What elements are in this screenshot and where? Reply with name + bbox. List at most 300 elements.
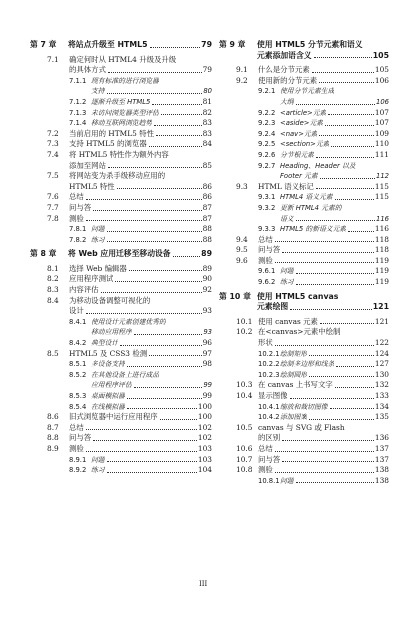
toc-entry: [219, 235, 389, 246]
toc-entry-continuation: [30, 65, 212, 76]
toc-entry-title: HTML5 的新语义元素: [280, 225, 347, 234]
toc-entry: [30, 444, 212, 455]
toc-entry-title: 在其他设备上进行成品: [91, 370, 159, 379]
toc-entry: [219, 359, 389, 370]
toc-entry-title-cont: 形状: [258, 338, 273, 348]
toc-entry-title: <section>元素: [280, 140, 330, 149]
toc-entry: [30, 214, 212, 225]
toc-entry-title-cont: 支持: [91, 87, 105, 96]
toc-entry-title: 当前启用的 HTML5 特性: [69, 128, 154, 138]
toc-entry-title: 确定何时从 HTML4 升级及升级: [69, 54, 177, 64]
toc-entry-number: 8.4.2: [69, 339, 87, 348]
toc-entry-continuation: [219, 338, 389, 349]
toc-entry-title: 更新 HTML4 元素的: [280, 203, 342, 212]
toc-entry-title: HTML 语义标记: [258, 181, 314, 191]
toc-dot-leader: [282, 252, 374, 253]
toc-entry-title-cont: 设计: [69, 306, 84, 316]
toc-entry-title-cont: HTML5 特性: [69, 181, 115, 191]
toc-dot-leader: [312, 72, 374, 73]
toc-dot-leader: [127, 408, 197, 409]
toc-entry: [219, 182, 389, 193]
toc-entry-title: 绘制多边形和线条: [280, 360, 335, 369]
toc-entry-page: 118: [374, 234, 389, 244]
toc-entry-title-cont: 元素绘图: [257, 302, 289, 312]
toc-entry-title: 缩放和裁切图像: [280, 402, 328, 411]
toc-entry-page: 135: [374, 412, 389, 422]
toc-entry-page: 90: [202, 274, 212, 284]
toc-dot-leader: [320, 178, 375, 179]
toc-entry-number: 7.1: [47, 54, 59, 64]
toc-entry-continuation: [30, 86, 212, 97]
toc-entry-continuation: [219, 171, 389, 182]
toc-entry-continuation: [30, 380, 212, 391]
toc-entry: [30, 235, 212, 246]
toc-entry-title-cont: 大纲: [280, 97, 294, 106]
toc-left-column: [30, 40, 212, 476]
toc-dot-leader: [127, 366, 202, 367]
toc-dot-leader: [101, 292, 202, 293]
toc-dot-leader: [93, 440, 197, 441]
toc-dot-leader: [86, 199, 202, 200]
toc-entry-continuation: [30, 327, 212, 338]
toc-entry-page: 79: [202, 65, 212, 75]
toc-dot-leader: [290, 398, 374, 399]
toc-dot-leader: [296, 273, 374, 274]
toc-entry: [219, 150, 389, 161]
toc-entry: [219, 349, 389, 360]
toc-entry-page: 124: [374, 348, 389, 358]
page-number: III: [199, 580, 208, 588]
toc-entry: [30, 97, 212, 108]
toc-entry-number: 9.3: [236, 181, 248, 191]
toc-entry-title: 添加图案: [280, 413, 308, 422]
toc-entry-page: 121: [374, 316, 389, 326]
toc-dot-leader: [154, 125, 201, 126]
toc-entry-number: 第 9 章: [219, 40, 246, 49]
toc-entry-title: 典型设计: [91, 339, 119, 348]
toc-entry: [30, 224, 212, 235]
toc-dot-leader: [152, 104, 201, 105]
toc-entry-page: 87: [202, 213, 212, 223]
toc-entry: [30, 55, 212, 66]
toc-dot-leader: [320, 323, 374, 324]
toc-entry-number: 9.5: [236, 245, 248, 255]
toc-entry: [219, 277, 389, 288]
toc-entry-number: 9.2.7: [258, 161, 276, 170]
toc-entry-title: 测验: [258, 255, 273, 265]
toc-entry-number: 10.4.2: [258, 413, 280, 422]
toc-entry-title-cont: 元素添加语含义: [257, 50, 312, 60]
toc-entry-continuation: [219, 214, 389, 225]
toc-entry-page: 107: [374, 107, 389, 117]
toc-entry-page: 89: [201, 249, 212, 259]
toc-entry-number: 9.1: [236, 65, 248, 75]
toc-dot-leader: [107, 93, 203, 94]
toc-entry: [219, 203, 389, 214]
toc-entry: [30, 296, 212, 307]
toc-dot-leader: [120, 345, 201, 346]
toc-entry-title: 总结: [69, 422, 84, 432]
toc-dot-leader: [86, 220, 202, 221]
toc-entry-number: 7.6: [47, 192, 59, 202]
toc-dot-leader: [328, 114, 374, 115]
toc-entry-page: 106: [374, 75, 389, 85]
toc-dot-leader: [134, 334, 203, 335]
toc-entry: [219, 65, 389, 76]
toc-dot-leader: [275, 451, 374, 452]
toc-entry-page: 102: [197, 422, 212, 432]
toc-entry-number: 8.6: [47, 412, 59, 422]
toc-entry-number: 8.1: [47, 263, 59, 273]
toc-entry-title: HTML4 语义元素: [280, 193, 333, 202]
toc-entry: [30, 150, 212, 161]
toc-entry-page: 115: [374, 181, 389, 191]
toc-entry: [219, 476, 389, 487]
toc-entry-title: 未访问浏览器类型评估: [91, 108, 159, 117]
toc-dot-leader: [282, 461, 374, 462]
toc-entry: [219, 423, 389, 434]
toc-entry-title-cont: 语义: [280, 214, 294, 223]
toc-entry-number: 10.7: [236, 454, 253, 464]
toc-entry-number: 9.2: [236, 75, 248, 85]
toc-entry-number: 8.7: [47, 422, 59, 432]
toc-entry: [219, 317, 389, 328]
toc-entry-page: 110: [374, 139, 389, 149]
toc-entry-continuation: [219, 433, 389, 444]
toc-entry-title: canvas 与 SVG 或 Flash: [258, 422, 345, 432]
toc-entry-number: 8.3: [47, 285, 59, 295]
toc-entry-page: 122: [374, 338, 389, 348]
toc-dot-leader: [316, 188, 374, 189]
toc-dot-leader: [156, 135, 202, 136]
toc-entry: [219, 192, 389, 203]
toc-entry-title-cont: Footer 元素: [280, 172, 318, 181]
toc-dot-leader: [93, 210, 201, 211]
toc-chapter-entry: [30, 249, 212, 260]
toc-entry-page: 136: [374, 433, 389, 443]
toc-entry-page: 85: [202, 160, 212, 170]
toc-entry: [30, 264, 212, 275]
toc-entry-title: 在 canvas 上书写文字: [258, 380, 333, 390]
toc-entry-page: 97: [202, 348, 212, 358]
toc-entry-title: 测验: [258, 465, 273, 475]
toc-entry-page: 102: [197, 433, 212, 443]
toc-entry: [219, 245, 389, 256]
toc-entry-number: 8.5.2: [69, 370, 87, 379]
toc-entry-number: 8.5.4: [69, 402, 87, 411]
toc-entry-number: 7.1.3: [69, 108, 87, 117]
toc-dot-leader: [117, 188, 202, 189]
toc-dot-leader: [107, 472, 197, 473]
toc-entry: [219, 118, 389, 129]
toc-right-column: [219, 40, 389, 486]
toc-entry-page: 79: [201, 40, 212, 49]
toc-dot-leader: [309, 376, 374, 377]
toc-entry-title: 选择 Web 编辑器: [69, 263, 127, 273]
toc-entry-page: 83: [202, 118, 212, 128]
toc-dot-leader: [149, 355, 201, 356]
toc-entry-page: 132: [374, 380, 389, 390]
toc-entry-title: 使用新的分节元素: [258, 75, 318, 85]
toc-dot-leader: [319, 135, 373, 136]
toc-entry-number: 8.9: [47, 443, 59, 453]
toc-entry-page: 93: [202, 306, 212, 316]
toc-dot-leader: [335, 199, 374, 200]
toc-entry: [30, 402, 212, 413]
toc-entry-continuation: [219, 97, 389, 108]
toc-entry-title: 桌面模拟器: [91, 392, 125, 400]
toc-entry-number: 9.6: [236, 255, 248, 265]
toc-entry-number: 9.6.1: [258, 267, 276, 276]
toc-entry-title: 旧式浏览器中运行应用程序: [69, 412, 158, 422]
toc-entry-page: 118: [374, 245, 389, 255]
toc-entry-title: 问题: [280, 267, 294, 276]
toc-entry: [30, 317, 212, 328]
toc-entry-number: 7.1.2: [69, 97, 87, 106]
toc-entry-title: 将站点升级至 HTML5: [68, 40, 148, 49]
toc-dot-leader: [309, 419, 374, 420]
toc-dot-leader: [149, 146, 202, 147]
toc-entry: [219, 266, 389, 277]
toc-entry: [30, 465, 212, 476]
toc-entry-title: <article>元素: [280, 108, 327, 117]
toc-entry-title: 问与答: [258, 245, 281, 255]
toc-entry-title: 使用 canvas 元素: [258, 316, 318, 326]
toc-dot-leader: [296, 284, 374, 285]
toc-entry-page: 89: [202, 263, 212, 273]
toc-entry-title: 总结: [258, 234, 273, 244]
toc-entry-title: 问题: [91, 225, 105, 234]
toc-entry-number: 第 8 章: [30, 249, 57, 259]
toc-entry-title: 将网站变为杀手级移动应用的: [69, 171, 166, 181]
toc-dot-leader: [296, 220, 375, 221]
toc-entry-number: 9.2.4: [258, 129, 276, 138]
toc-entry-number: 9.3.3: [258, 225, 276, 234]
toc-dot-leader: [134, 387, 203, 388]
toc-entry-number: 10.2.2: [258, 360, 280, 369]
toc-dot-leader: [108, 167, 202, 168]
toc-entry-continuation: [30, 306, 212, 317]
toc-entry-title: 内容评估: [69, 285, 99, 295]
toc-entry-continuation: [30, 182, 212, 193]
toc-entry-page: 99: [202, 391, 212, 400]
toc-dot-leader: [319, 82, 374, 83]
toc-dot-leader: [275, 241, 374, 242]
toc-entry-title: 使用 HTML5 canvas: [257, 291, 339, 301]
toc-entry-page: 88: [202, 224, 212, 234]
toc-dot-leader: [150, 47, 201, 48]
toc-entry-number: 8.9.2: [69, 466, 87, 475]
toc-entry-title: 练习: [91, 235, 105, 244]
toc-entry-page: 134: [374, 401, 389, 411]
toc-entry: [30, 455, 212, 466]
toc-entry-title: 什么是分节元素: [258, 65, 310, 75]
toc-entry-page: 83: [202, 128, 212, 138]
toc-dot-leader: [296, 482, 374, 483]
toc-entry: [219, 86, 389, 97]
toc-entry-page: 93: [203, 328, 212, 337]
toc-entry-page: 138: [374, 465, 389, 475]
toc-entry-number: 10.8: [236, 465, 253, 475]
toc-entry: [219, 139, 389, 150]
toc-entry-number: 8.5.1: [69, 360, 87, 369]
toc-entry-page: 133: [374, 391, 389, 400]
toc-entry-title: 练习: [280, 278, 294, 287]
toc-dot-leader: [86, 429, 197, 430]
toc-entry-page: 116: [374, 224, 389, 234]
toc-entry-number: 8.9.1: [69, 455, 87, 464]
toc-entry-page: 119: [374, 266, 389, 276]
toc-entry: [219, 76, 389, 87]
toc-dot-leader: [275, 472, 374, 473]
toc-entry-title: 应用程序测试: [69, 274, 114, 284]
toc-entry-number: 9.2.3: [258, 119, 276, 128]
toc-entry-title: 测验: [69, 443, 84, 453]
toc-entry-number: 8.4.1: [69, 317, 87, 326]
toc-entry: [30, 391, 212, 402]
toc-entry-number: 8.4: [47, 295, 59, 305]
toc-entry-page: 86: [202, 181, 212, 191]
toc-entry-number: 9.2.6: [258, 150, 276, 159]
toc-dot-leader: [282, 440, 374, 441]
toc-entry: [30, 285, 212, 296]
toc-entry-number: 9.6.2: [258, 278, 276, 287]
toc-chapter-entry: [219, 292, 389, 303]
toc-entry: [219, 455, 389, 466]
toc-entry-page: 92: [202, 285, 212, 295]
toc-entry: [30, 423, 212, 434]
toc-entry-title: 逐渐升级至 HTML5: [91, 97, 151, 106]
toc-entry-title: 练习: [91, 466, 105, 475]
toc-entry-title: 在线模拟器: [91, 402, 125, 411]
toc-dot-leader: [314, 57, 372, 58]
toc-entry: [30, 274, 212, 285]
toc-entry-number: 7.8.2: [69, 235, 87, 244]
toc-entry: [219, 108, 389, 119]
toc-entry-page: 99: [203, 381, 212, 390]
toc-entry-number: 10.4.1: [258, 402, 280, 411]
toc-entry-title: 分节根元素: [280, 150, 314, 159]
toc-entry: [30, 433, 212, 444]
toc-entry-number: 7.4: [47, 149, 59, 159]
toc-entry-page: 104: [197, 465, 212, 475]
toc-entry: [30, 139, 212, 150]
toc-entry-number: 8.5.3: [69, 392, 87, 400]
toc-entry-title: 问与答: [69, 433, 92, 443]
toc-entry-number: 9.2.1: [258, 87, 276, 96]
toc-entry-page: 103: [197, 454, 212, 464]
toc-entry-number: 7.5: [47, 171, 59, 181]
toc-entry-title: 使用设计元素创建优秀的: [91, 317, 166, 326]
toc-entry-number: 9.4: [236, 234, 248, 244]
toc-entry-number: 7.2: [47, 128, 59, 138]
toc-entry-number: 10.2: [236, 327, 253, 337]
toc-entry-number: 7.1.1: [69, 76, 87, 85]
toc-entry-title: 多设备支持: [91, 360, 125, 369]
toc-entry: [219, 402, 389, 413]
toc-entry-title: 问题: [91, 455, 105, 464]
toc-entry-page: 100: [197, 412, 212, 422]
toc-entry-continuation: [30, 161, 212, 172]
toc-entry-page: 105: [372, 50, 389, 60]
toc-dot-leader: [161, 114, 202, 115]
toc-entry-page: 86: [202, 192, 212, 202]
toc-entry-title: 将 HTML5 特性作为额外内容: [69, 149, 169, 159]
toc-entry: [30, 129, 212, 140]
toc-entry: [219, 465, 389, 476]
toc-entry-title: 移动互联网浏览趋势: [91, 119, 153, 128]
toc-entry: [219, 391, 389, 402]
toc-entry-number: 8.5: [47, 348, 59, 358]
toc-entry-title: 问题: [280, 476, 294, 485]
toc-entry-page: 115: [374, 192, 389, 202]
toc-entry: [219, 129, 389, 140]
toc-entry-page: 81: [202, 96, 212, 106]
toc-dot-leader: [335, 387, 374, 388]
toc-dot-leader: [173, 256, 201, 257]
toc-entry: [219, 444, 389, 455]
toc-entry-title: 将 Web 应用迁移至移动设备: [68, 249, 171, 259]
toc-entry-page: 100: [197, 401, 212, 411]
toc-entry-title: 问与答: [69, 202, 92, 212]
toc-entry: [30, 108, 212, 119]
toc-entry-number: 7.8: [47, 213, 59, 223]
toc-entry-title: 测验: [69, 213, 84, 223]
toc-entry-number: 10.1: [236, 316, 253, 326]
toc-entry-page: 87: [202, 202, 212, 212]
toc-entry: [30, 349, 212, 360]
toc-entry: [219, 370, 389, 381]
toc-entry-number: 10.5: [236, 422, 253, 432]
toc-entry-page: 103: [197, 443, 212, 453]
toc-entry-title: 在<canvas>元素中绘制: [258, 327, 341, 337]
toc-entry: [219, 412, 389, 423]
toc-entry-title: Heading、Header 以及: [280, 161, 356, 170]
toc-chapter-entry: [30, 40, 212, 51]
toc-entry-number: 8.8: [47, 433, 59, 443]
toc-entry-number: 10.3: [236, 380, 253, 390]
toc-entry-title: <nav>元素: [280, 129, 318, 138]
toc-dot-leader: [309, 355, 374, 356]
toc-entry-title: HTML5 及 CSS3 检测: [69, 348, 148, 358]
toc-dot-leader: [107, 241, 202, 242]
toc-entry: [219, 327, 389, 338]
toc-entry-number: 9.3.1: [258, 193, 276, 202]
toc-entry-title: 为移动设备调整可视化的: [69, 295, 151, 305]
toc-entry-title: 支持 HTML5 的浏览器: [69, 139, 147, 149]
toc-dot-leader: [331, 146, 373, 147]
toc-entry-page: 137: [374, 443, 389, 453]
toc-entry-page: 138: [374, 475, 389, 485]
toc-dot-leader: [296, 104, 375, 105]
toc-entry: [30, 171, 212, 182]
toc-entry-page: 137: [374, 454, 389, 464]
toc-entry-title: 使用 HTML5 分节元素和语义: [257, 40, 363, 49]
toc-entry-page: 105: [374, 65, 389, 75]
toc-entry-page: 88: [202, 234, 212, 244]
toc-entry-title-cont: 移动应用程序: [91, 328, 132, 337]
toc-entry-continuation: [219, 51, 389, 62]
toc-entry-page: 82: [202, 107, 212, 117]
toc-entry-title-cont: 添加至网站: [69, 160, 106, 170]
toc-dot-leader: [330, 408, 374, 409]
toc-entry-page: 127: [374, 359, 389, 369]
toc-dot-leader: [336, 366, 374, 367]
toc-entry-page: 107: [374, 118, 389, 128]
toc-entry-page: 80: [203, 87, 212, 96]
toc-dot-leader: [115, 281, 201, 282]
toc-entry-title: 总结: [258, 443, 273, 453]
